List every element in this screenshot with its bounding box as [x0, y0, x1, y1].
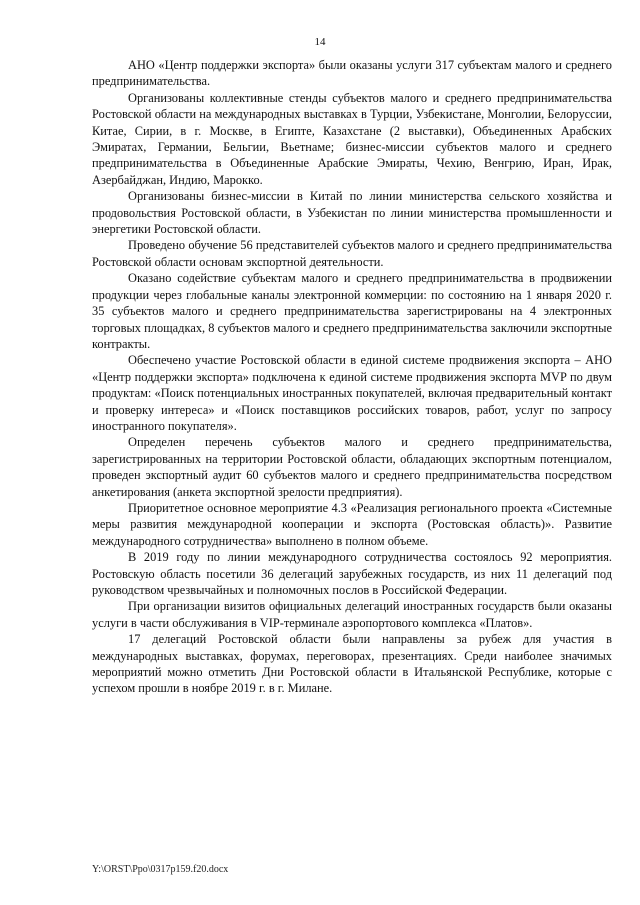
page-number: 14 — [314, 36, 326, 48]
paragraph: Приоритетное основное мероприятие 4.3 «Реализация регионального проекта «Системные меры развития международной кооперации и экспорта (Ростовская область)». Развитие международного сотрудничества» выполнено в полном объеме. — [92, 500, 612, 548]
document-body — [92, 57, 612, 697]
paragraph: Определен перечень субъектов малого и среднего предпринимательства, зарегистрированных на территории Ростовской области, обладающих экспортным потенциалом, проведен экспортный аудит 60 субъектов малого и среднего предпринимательства посредством анкетирования (анкета экспортной зрелости предприятия). — [92, 435, 612, 499]
paragraph: Проведено обучение 56 представителей субъектов малого и среднего предпринимательства Ростовской области основам экспортной деятельности. — [92, 238, 612, 269]
paragraph: АНО «Центр поддержки экспорта» были оказаны услуги 317 субъектам малого и среднего предпринимательства. — [92, 58, 612, 89]
paragraph: Организованы бизнес-миссии в Китай по линии министерства сельского хозяйства и продовольствия Ростовской области, в Узбекистан по линии министерства промышленности и энергетики Ростовской области. — [92, 189, 612, 237]
footer-file-path: Y:\ORST\Ppo\0317p159.f20.docx — [92, 864, 229, 875]
paragraph: Обеспечено участие Ростовской области в единой системе продвижения экспорта – АНО «Центр поддержки экспорта» подключена к единой системе продвижения экспорта MVP по двум продуктам: «Поиск потенциальных иностранных покупателей, включая предварительный контакт и проверку интереса» и «Поиск поставщиков российских товаров, работ, услуг по запросу иностранного покупателя». — [92, 353, 612, 433]
paragraph: В 2019 году по линии международного сотрудничества состоялось 92 мероприятия. Ростовскую область посетили 36 делегаций зарубежных государств, из них 11 делегаций под руководством чрезвычайных и полномочных послов в Российской Федерации. — [92, 550, 612, 597]
paragraph: Оказано содействие субъектам малого и среднего предпринимательства в продвижении продукции через глобальные каналы электронной коммерции: по состоянию на 1 января 2020 г. 35 субъектов малого и среднего предпринимательства зарегистрированы на 4 электронных торговых площадках, 8 субъектов малого и среднего предпринимательства заключили экспортные контракты. — [92, 271, 612, 351]
paragraph: Организованы коллективные стенды субъектов малого и среднего предпринимательства Ростовской области на международных выставках в Турции, Узбекистане, Монголии, Белоруссии, Китае, Сирии, в г. Москве, в Египте, Казахстане (2 выставки), Объединенных Арабских Эмиратах, Германии, Бельгии, Вьетнаме; бизнес-миссии субъектов малого и среднего предпринимательства в Объединенные Арабские Эмираты, Чехию, Венгрию, Иран, Ирак, Азербайджан, Индию, Марокко. — [92, 90, 612, 187]
paragraph: 17 делегаций Ростовской области были направлены за рубеж для участия в международных выставках, форумах, переговорах, презентациях. Среди наиболее значимых мероприятий можно отметить Дни Ростовской области в Итальянской Республике, которые с успехом прошли в ноябре 2019 г. в г. Милане. — [92, 632, 612, 696]
paragraph: При организации визитов официальных делегаций иностранных государств были оказаны услуги в части обслуживания в VIP-терминале аэропортового комплекса «Платов». — [92, 599, 612, 630]
